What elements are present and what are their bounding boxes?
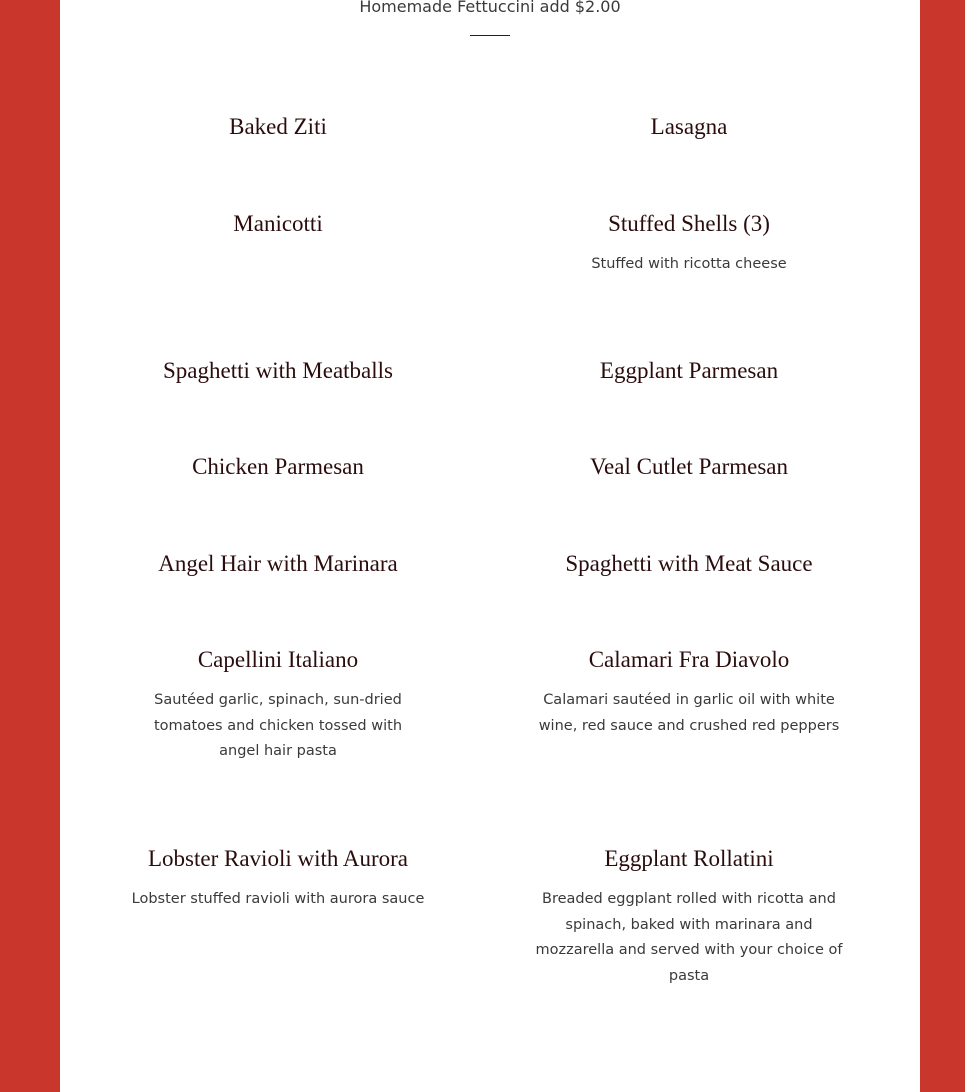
item-name: Chicken Parmesan — [192, 454, 364, 479]
menu-item-eggplant-parmesan — [534, 356, 844, 386]
item-name: Manicotti — [233, 211, 323, 236]
item-name: Spaghetti with Meatballs — [163, 358, 393, 383]
menu-item-angel-hair-marinara — [123, 549, 433, 579]
item-name: Calamari Fra Diavolo — [588, 647, 790, 672]
menu-item-lobster-ravioli — [123, 844, 433, 913]
item-description: Stuffed with ricotta cheese — [591, 256, 787, 272]
divider — [470, 35, 510, 36]
menu-panel — [60, 0, 920, 1092]
item-name: Lasagna — [650, 114, 728, 139]
item-name: Capellini Italiano — [197, 647, 359, 672]
item-name: Baked Ziti — [229, 114, 327, 139]
menu-item-calamari-fra-diavolo — [534, 645, 844, 739]
item-name: Stuffed Shells (3) — [608, 211, 770, 236]
item-name: Eggplant Rollatini — [604, 846, 774, 871]
item-description: Calamari sautéed in garlic oil with white wine, red sauce and crushed red peppers — [538, 692, 840, 734]
menu-item-stuffed-shells — [534, 209, 844, 278]
menu-item-manicotti — [123, 209, 433, 239]
item-name: Eggplant Parmesan — [599, 358, 779, 383]
item-name: Veal Cutlet Parmesan — [589, 454, 788, 479]
item-name: Lobster Ravioli with Aurora — [148, 846, 408, 871]
fettuccini-note: Homemade Fettuccini add $2.00 — [359, 0, 621, 16]
menu-item-eggplant-rollatini — [534, 844, 844, 989]
menu-item-spaghetti-meatballs — [123, 356, 433, 386]
item-description: Sautéed garlic, spinach, sun-dried tomatoes and chicken tossed with angel hair pasta — [153, 692, 403, 759]
item-description: Lobster stuffed ravioli with aurora sauce — [131, 891, 425, 907]
item-name: Angel Hair with Marinara — [158, 551, 398, 576]
menu-item-baked-ziti — [123, 112, 433, 142]
menu-item-lasagna — [534, 112, 844, 142]
item-name: Spaghetti with Meat Sauce — [565, 551, 813, 576]
menu-item-veal-cutlet-parmesan — [534, 452, 844, 482]
menu-item-spaghetti-meat-sauce — [534, 549, 844, 579]
item-description: Breaded eggplant rolled with ricotta and spinach, baked with marinara and mozzarella and served with your choice of pasta — [535, 891, 843, 984]
menu-item-chicken-parmesan — [123, 452, 433, 482]
menu-item-capellini-italiano — [123, 645, 433, 765]
